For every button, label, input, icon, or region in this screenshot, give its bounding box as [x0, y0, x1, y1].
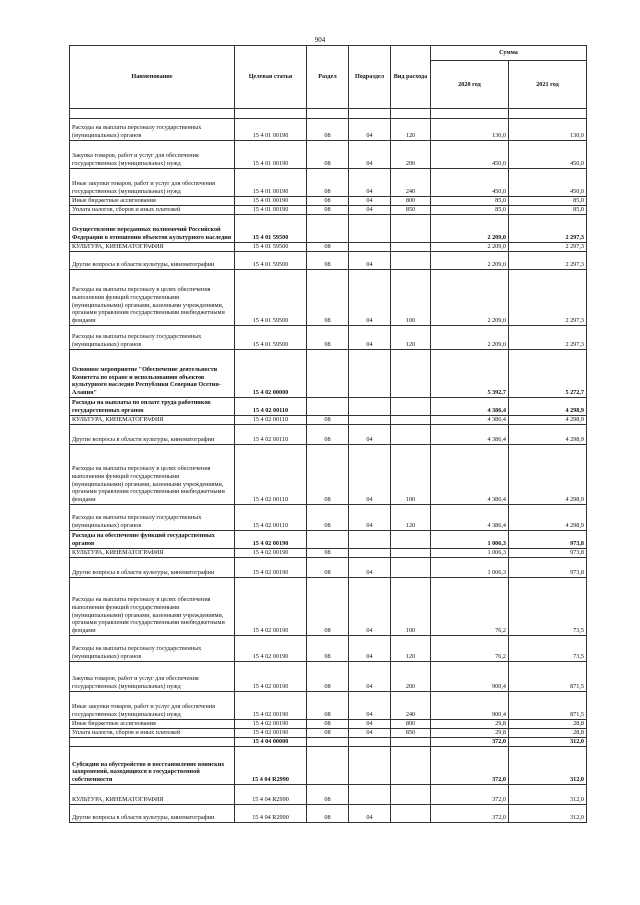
row-amount-2020: 1 006,3: [431, 531, 509, 549]
row-section: 08: [307, 206, 349, 215]
blank-cell: [307, 109, 349, 119]
row-expense-type: [391, 350, 431, 398]
row-subsection: 04: [349, 505, 391, 531]
row-expense-type: 120: [391, 636, 431, 662]
blank-cell: [70, 109, 235, 119]
row-expense-type: 100: [391, 578, 431, 636]
table-row: [70, 662, 587, 692]
row-subsection: 04: [349, 425, 391, 445]
table-row: [70, 326, 587, 350]
row-section: 08: [307, 785, 349, 805]
row-section: [307, 398, 349, 416]
row-section: 08: [307, 326, 349, 350]
row-section: 08: [307, 169, 349, 197]
row-target: 15 4 01 00190: [235, 197, 307, 206]
table-row: [70, 416, 587, 425]
row-subsection: [349, 549, 391, 558]
row-name: Расходы на выплаты персоналу государственных (муниципальных) органов: [70, 119, 235, 141]
row-amount-2020: 372,0: [431, 805, 509, 823]
row-section: 08: [307, 119, 349, 141]
row-amount-2021: 4 298,9: [509, 425, 587, 445]
budget-table: [69, 45, 587, 823]
row-target: 15 4 01 59500: [235, 215, 307, 243]
row-subsection: 04: [349, 558, 391, 578]
row-amount-2021: 73,5: [509, 636, 587, 662]
row-target: 15 4 01 59500: [235, 270, 307, 326]
row-amount-2020: 85,0: [431, 206, 509, 215]
row-subsection: 04: [349, 252, 391, 270]
row-expense-type: [391, 785, 431, 805]
row-amount-2020: 1 006,3: [431, 549, 509, 558]
row-subsection: 04: [349, 270, 391, 326]
blank-cell: [235, 109, 307, 119]
table-row: [70, 119, 587, 141]
row-expense-type: [391, 549, 431, 558]
row-amount-2021: 2 297,3: [509, 270, 587, 326]
table-row: [70, 578, 587, 636]
row-target: 15 4 01 59500: [235, 243, 307, 252]
row-expense-type: [391, 738, 431, 747]
row-expense-type: 200: [391, 662, 431, 692]
row-name: КУЛЬТУРА, КИНЕМАТОГРАФИЯ: [70, 416, 235, 425]
row-target: 15 4 01 00190: [235, 119, 307, 141]
row-amount-2020: 372,0: [431, 747, 509, 785]
row-section: 08: [307, 445, 349, 505]
row-expense-type: 100: [391, 445, 431, 505]
row-subsection: 04: [349, 197, 391, 206]
row-amount-2021: 973,8: [509, 549, 587, 558]
row-amount-2021: 450,0: [509, 169, 587, 197]
row-section: 08: [307, 505, 349, 531]
row-name: Расходы на выплаты персоналу в целях обеспечения выполнения функций государственными (муниципальными) органами, казенными учреждениями, органами управления государственными внебюджетными фондами: [70, 578, 235, 636]
blank-cell: [509, 109, 587, 119]
row-expense-type: 800: [391, 197, 431, 206]
row-expense-type: 200: [391, 141, 431, 169]
row-amount-2020: 29,8: [431, 720, 509, 729]
row-amount-2020: 2 209,0: [431, 326, 509, 350]
table-row: [70, 215, 587, 243]
row-amount-2020: 4 386,4: [431, 398, 509, 416]
row-expense-type: [391, 398, 431, 416]
table-row: [70, 531, 587, 549]
table-row: [70, 747, 587, 785]
row-subsection: 04: [349, 578, 391, 636]
table-row: [70, 141, 587, 169]
row-target: 15 4 02 00110: [235, 505, 307, 531]
row-section: 08: [307, 662, 349, 692]
row-section: [307, 531, 349, 549]
row-expense-type: 240: [391, 169, 431, 197]
row-name: Другие вопросы в области культуры, кинематографии: [70, 805, 235, 823]
row-amount-2020: 2 209,0: [431, 215, 509, 243]
row-amount-2021: 2 297,3: [509, 243, 587, 252]
row-amount-2021: 4 298,9: [509, 445, 587, 505]
row-expense-type: [391, 416, 431, 425]
row-amount-2021: 85,0: [509, 206, 587, 215]
row-target: 15 4 04 00000: [235, 738, 307, 747]
row-amount-2020: 450,0: [431, 141, 509, 169]
table-row: [70, 270, 587, 326]
row-target: 15 4 01 59500: [235, 326, 307, 350]
row-subsection: 04: [349, 119, 391, 141]
row-amount-2021: 312,0: [509, 805, 587, 823]
row-target: 15 4 02 00190: [235, 662, 307, 692]
row-amount-2020: 4 386,4: [431, 505, 509, 531]
row-name: Осуществление переданных полномочий Российской Федерации в отношении объектов культурного наследия: [70, 215, 235, 243]
row-target: 15 4 02 00110: [235, 425, 307, 445]
row-amount-2021: 4 298,9: [509, 398, 587, 416]
row-section: 08: [307, 141, 349, 169]
table-row: [70, 398, 587, 416]
blank-cell: [431, 109, 509, 119]
row-subsection: [349, 531, 391, 549]
row-amount-2021: 4 298,9: [509, 505, 587, 531]
row-expense-type: [391, 747, 431, 785]
row-expense-type: [391, 425, 431, 445]
row-target: 15 4 04 R2990: [235, 805, 307, 823]
row-name: Уплата налогов, сборов и иных платежей: [70, 729, 235, 738]
row-target: 15 4 01 59500: [235, 252, 307, 270]
row-name: Закупка товаров, работ и услуг для обеспечения государственных (муниципальных) нужд: [70, 662, 235, 692]
row-amount-2020: 372,0: [431, 785, 509, 805]
row-section: [307, 747, 349, 785]
row-subsection: [349, 350, 391, 398]
row-subsection: [349, 747, 391, 785]
table-row: [70, 805, 587, 823]
row-name: Расходы на выплаты по оплате труда работников государственных органов: [70, 398, 235, 416]
row-target: 15 4 02 00190: [235, 531, 307, 549]
row-amount-2021: 28,8: [509, 720, 587, 729]
row-section: 08: [307, 425, 349, 445]
row-expense-type: [391, 805, 431, 823]
row-amount-2021: 973,8: [509, 558, 587, 578]
row-amount-2020: 372,0: [431, 738, 509, 747]
row-section: 08: [307, 578, 349, 636]
row-section: 08: [307, 558, 349, 578]
row-amount-2021: 4 298,9: [509, 416, 587, 425]
table-row: [70, 636, 587, 662]
row-expense-type: [391, 531, 431, 549]
row-amount-2020: 85,0: [431, 197, 509, 206]
header-name: Наименование: [70, 46, 235, 109]
row-name: Расходы на выплаты персоналу государственных (муниципальных) органов: [70, 636, 235, 662]
table-row: [70, 720, 587, 729]
table-row: [70, 785, 587, 805]
row-name: КУЛЬТУРА, КИНЕМАТОГРАФИЯ: [70, 243, 235, 252]
row-amount-2021: 312,0: [509, 738, 587, 747]
row-subsection: 04: [349, 445, 391, 505]
row-amount-2020: 2 209,0: [431, 270, 509, 326]
row-name: Расходы на выплаты персоналу государственных (муниципальных) органов: [70, 505, 235, 531]
row-target: 15 4 02 00190: [235, 692, 307, 720]
table-row: [70, 197, 587, 206]
table-row: [70, 692, 587, 720]
row-subsection: [349, 416, 391, 425]
row-name: Расходы на обеспечение функций государственных органов: [70, 531, 235, 549]
row-subsection: 04: [349, 326, 391, 350]
row-name: Расходы на выплаты персоналу в целях обеспечения выполнения функций государственными (муниципальными) органами, казенными учреждениями, органами управления государственными внебюджетными фондами: [70, 445, 235, 505]
row-expense-type: [391, 252, 431, 270]
row-amount-2021: 85,0: [509, 197, 587, 206]
row-name: Основное мероприятие "Обеспечение деятельности Комитета по охране и использованию объектов культурного наследия Республики Северная Осетия-Алания": [70, 350, 235, 398]
row-target: 15 4 02 00190: [235, 578, 307, 636]
row-amount-2021: 973,8: [509, 531, 587, 549]
row-section: 08: [307, 270, 349, 326]
page-number: 904: [314, 36, 326, 44]
table-row: [70, 243, 587, 252]
table-row: [70, 549, 587, 558]
row-subsection: 04: [349, 805, 391, 823]
row-amount-2020: 76,2: [431, 636, 509, 662]
row-expense-type: [391, 243, 431, 252]
row-amount-2020: 900,4: [431, 662, 509, 692]
header-expense-type: Вид расхода: [391, 46, 431, 109]
row-name: КУЛЬТУРА, КИНЕМАТОГРАФИЯ: [70, 549, 235, 558]
row-expense-type: 120: [391, 326, 431, 350]
row-subsection: 04: [349, 141, 391, 169]
row-amount-2021: 28,8: [509, 729, 587, 738]
row-target: 15 4 02 00190: [235, 720, 307, 729]
row-name: Закупка товаров, работ и услуг для обеспечения государственных (муниципальных) нужд: [70, 141, 235, 169]
row-section: 08: [307, 549, 349, 558]
row-section: 08: [307, 805, 349, 823]
row-section: [307, 215, 349, 243]
row-subsection: 04: [349, 636, 391, 662]
row-target: 15 4 01 00190: [235, 206, 307, 215]
row-subsection: 04: [349, 169, 391, 197]
row-expense-type: [391, 215, 431, 243]
header-subsection: Подраздел: [349, 46, 391, 109]
table-row: [70, 252, 587, 270]
row-expense-type: 850: [391, 206, 431, 215]
row-section: 08: [307, 197, 349, 206]
row-subsection: [349, 785, 391, 805]
row-target: 15 4 01 00190: [235, 169, 307, 197]
row-section: [307, 738, 349, 747]
row-name: Расходы на выплаты персоналу в целях обеспечения выполнения функций государственными (муниципальными) органами, казенными учреждениями, органами управления государственными внебюджетными фондами: [70, 270, 235, 326]
header-section: Раздел: [307, 46, 349, 109]
row-section: 08: [307, 252, 349, 270]
header-year-2021: 2021 год: [509, 61, 587, 109]
table-row: [70, 425, 587, 445]
row-target: 15 4 02 00000: [235, 350, 307, 398]
table-row: [70, 206, 587, 215]
row-target: 15 4 02 00110: [235, 445, 307, 505]
row-section: [307, 350, 349, 398]
row-subsection: 04: [349, 206, 391, 215]
row-amount-2021: 2 297,3: [509, 215, 587, 243]
row-section: 08: [307, 729, 349, 738]
row-expense-type: 800: [391, 720, 431, 729]
row-amount-2021: 2 297,3: [509, 326, 587, 350]
row-name: Иные бюджетные ассигнования: [70, 720, 235, 729]
header-target: Целевая статья: [235, 46, 307, 109]
row-subsection: [349, 398, 391, 416]
row-expense-type: 120: [391, 119, 431, 141]
row-target: 15 4 02 00110: [235, 398, 307, 416]
row-amount-2020: 5 392,7: [431, 350, 509, 398]
row-target: 15 4 02 00190: [235, 558, 307, 578]
header-sum: Сумма: [431, 46, 587, 61]
row-name: Другие вопросы в области культуры, кинематографии: [70, 425, 235, 445]
row-name: Иные закупки товаров, работ и услуг для обеспечения государственных (муниципальных) нужд: [70, 692, 235, 720]
row-amount-2020: 130,0: [431, 119, 509, 141]
row-name: Иные закупки товаров, работ и услуг для обеспечения государственных (муниципальных) нужд: [70, 169, 235, 197]
row-amount-2020: 29,8: [431, 729, 509, 738]
row-amount-2020: 4 386,4: [431, 445, 509, 505]
row-name: Расходы на выплаты персоналу государственных (муниципальных) органов: [70, 326, 235, 350]
row-name: Иные бюджетные ассигнования: [70, 197, 235, 206]
row-expense-type: [391, 558, 431, 578]
row-amount-2021: 130,0: [509, 119, 587, 141]
row-target: 15 4 04 R2990: [235, 785, 307, 805]
row-expense-type: 240: [391, 692, 431, 720]
row-name: Другие вопросы в области культуры, кинематографии: [70, 252, 235, 270]
row-section: 08: [307, 243, 349, 252]
table-row: [70, 558, 587, 578]
row-subsection: [349, 738, 391, 747]
row-amount-2021: 73,5: [509, 578, 587, 636]
row-amount-2021: 450,0: [509, 141, 587, 169]
row-target: 15 4 02 00190: [235, 549, 307, 558]
row-section: 08: [307, 416, 349, 425]
row-subsection: [349, 215, 391, 243]
row-amount-2020: 900,4: [431, 692, 509, 720]
row-target: 15 4 01 00190: [235, 141, 307, 169]
row-amount-2021: 312,0: [509, 747, 587, 785]
row-amount-2020: 1 006,3: [431, 558, 509, 578]
row-section: 08: [307, 692, 349, 720]
table-row: [70, 738, 587, 747]
row-expense-type: 100: [391, 270, 431, 326]
table-row: [70, 445, 587, 505]
row-section: 08: [307, 636, 349, 662]
row-amount-2021: 312,0: [509, 785, 587, 805]
row-amount-2020: 2 209,0: [431, 252, 509, 270]
table-row: [70, 729, 587, 738]
table-row: [70, 169, 587, 197]
row-name: [70, 738, 235, 747]
row-subsection: [349, 243, 391, 252]
blank-cell: [391, 109, 431, 119]
row-amount-2020: 450,0: [431, 169, 509, 197]
row-name: Уплата налогов, сборов и иных платежей: [70, 206, 235, 215]
row-amount-2020: 4 386,4: [431, 425, 509, 445]
row-amount-2021: 2 297,3: [509, 252, 587, 270]
row-amount-2020: 2 209,0: [431, 243, 509, 252]
table-row: [70, 505, 587, 531]
row-expense-type: 120: [391, 505, 431, 531]
row-subsection: 04: [349, 729, 391, 738]
row-section: 08: [307, 720, 349, 729]
row-name: КУЛЬТУРА, КИНЕМАТОГРАФИЯ: [70, 785, 235, 805]
row-target: 15 4 02 00110: [235, 416, 307, 425]
row-subsection: 04: [349, 720, 391, 729]
table-body: [70, 119, 587, 823]
header-year-2020: 2020 год: [431, 61, 509, 109]
row-expense-type: 850: [391, 729, 431, 738]
row-name: Субсидии на обустройство и восстановление воинских захоронений, находящихся в государственной собственности: [70, 747, 235, 785]
table-row: [70, 350, 587, 398]
row-subsection: 04: [349, 662, 391, 692]
row-target: 15 4 04 R2990: [235, 747, 307, 785]
row-name: Другие вопросы в области культуры, кинематографии: [70, 558, 235, 578]
row-amount-2021: 871,5: [509, 692, 587, 720]
row-amount-2021: 871,5: [509, 662, 587, 692]
row-amount-2020: 76,2: [431, 578, 509, 636]
blank-cell: [349, 109, 391, 119]
row-amount-2020: 4 386,4: [431, 416, 509, 425]
row-amount-2021: 5 272,7: [509, 350, 587, 398]
row-subsection: 04: [349, 692, 391, 720]
row-target: 15 4 02 00190: [235, 636, 307, 662]
row-target: 15 4 02 00190: [235, 729, 307, 738]
